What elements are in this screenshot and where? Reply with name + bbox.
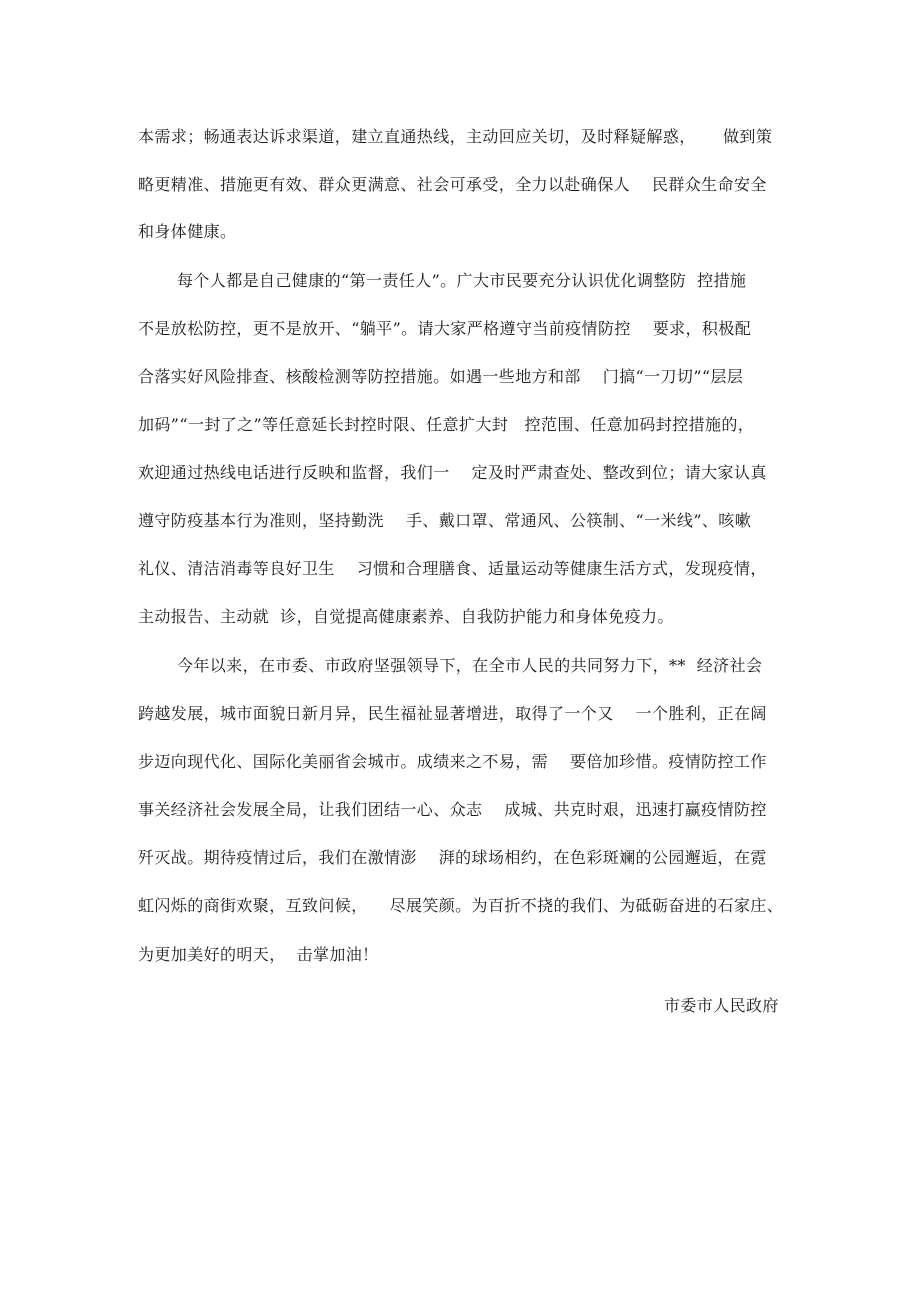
- paragraph-2-line-6: 遵守防疫基本行为准则，坚持勤洗 手、戴口罩、常通风、公筷制、“一米线”、咳嗽: [138, 511, 752, 530]
- paragraph-1-line-2: 略更精准、措施更有效、群众更满意、社会可承受，全力以赴确保人 民群众生命安全: [138, 175, 767, 194]
- paragraph-2-line-3: 合落实好风险排查、核酸检测等防控措施。如遇一些地方和部 门搞“一刀切”“层层: [138, 367, 744, 386]
- paragraph-3-line-5: 歼灭战。期待疫情过后，我们在激情澎 湃的球场相约，在色彩斑斓的公园邂逅，在霓: [138, 848, 767, 867]
- paragraph-3-line-6: 虹闪烁的商街欢聚，互致问候， 尽展笑颜。为百折不挠的我们、为砥砺奋进的石家庄、: [138, 896, 784, 915]
- signature: 市委市人民政府: [664, 996, 779, 1015]
- paragraph-2-line-1: 每个人都是自己健康的“第一责任人”。广大市民要充分认识优化调整防 控措施: [177, 271, 747, 290]
- paragraph-2-line-8: 主动报告、主动就 诊，自觉提高健康素养、自我防护能力和身体免疫力。: [138, 607, 674, 626]
- paragraph-3-line-3: 步迈向现代化、国际化美丽省会城市。成绩来之不易，需 要倍加珍惜。疫情防控工作: [138, 752, 767, 771]
- paragraph-3-line-2: 跨越发展，城市面貌日新月异，民生福祉显著增进，取得了一个又 一个胜利，正在阔: [138, 704, 767, 723]
- paragraph-1-line-3: 和身体健康。: [138, 222, 237, 241]
- paragraph-1-line-1: 本需求；畅通表达诉求渠道，建立直通热线，主动回应关切，及时释疑解惑， 做到策: [138, 127, 773, 146]
- paragraph-3-line-7: 为更加美好的明天， 击掌加油！: [138, 945, 379, 964]
- paragraph-2-line-2: 不是放松防控，更不是放开、“躺平”。请大家严格遵守当前疫情防控 要求，积极配: [138, 319, 752, 338]
- paragraph-3-line-1: 今年以来，在市委、市政府坚强领导下，在全市人民的共同努力下，** 经济社会: [177, 656, 763, 675]
- paragraph-2-line-4: 加码”“一封了之”等任意延长封控时限、任意扩大封 控范围、任意加码封控措施的，: [138, 415, 755, 434]
- paragraph-3-line-4: 事关经济社会发展全局，让我们团结一心、众志 成城、共克时艰，迅速打赢疫情防控: [138, 800, 767, 819]
- paragraph-2-line-7: 礼仪、清洁消毒等良好卫生 习惯和合理膳食、适量运动等健康生活方式，发现疫情，: [138, 559, 767, 578]
- paragraph-2-line-5: 欢迎通过热线电话进行反映和监督，我们一 定及时严肃查处、整改到位；请大家认真: [138, 463, 767, 482]
